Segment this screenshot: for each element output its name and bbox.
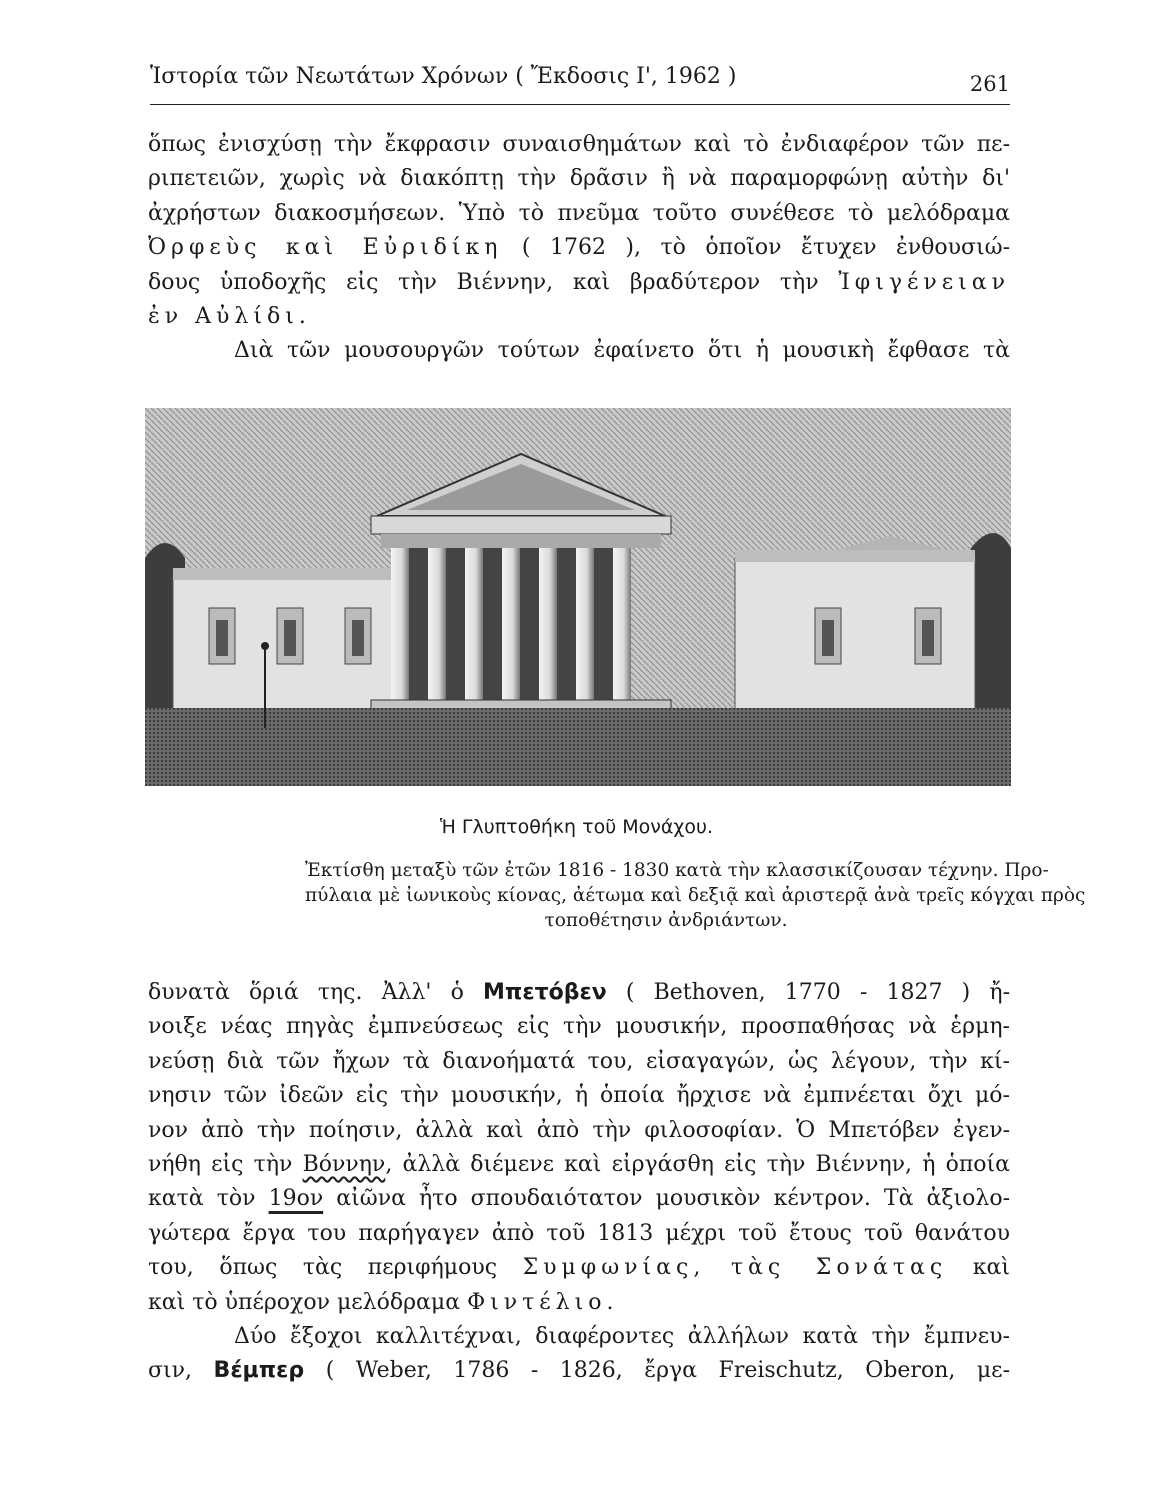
spaced-title-orpheus: Ὀρφεὺς καὶ Εὐριδίκη [148, 235, 503, 261]
name-beethoven: Μπετόβεν [483, 980, 607, 1005]
text-span: νήθη εἰς τὴν [148, 1152, 293, 1178]
text-line: νησιν τῶν ἰδεῶν εἰς τὴν μουσικήν, ἡ ὁποία ἤρχισε νὰ ἐμπνέεται ὄχι μό- [148, 1083, 1010, 1109]
text-span: δυνατὰ ὅριά της. Ἀλλ' ὁ [148, 980, 464, 1005]
caption-line: Ἐκτίσθη μεταξὺ τῶν ἐτῶν 1816 - 1830 κατὰ τὴν κλασσικίζουσαν τέχνην. Προ- [305, 860, 1049, 881]
caption-line: πύλαια μὲ ἰωνικοὺς κίονας, ἀέτωμα καὶ δεξιᾷ καὶ ἀριστερᾷ ἀνὰ τρεῖς κόγχαι πρὸς [305, 885, 1086, 906]
text-span: σιν, [148, 1358, 193, 1384]
text-span: καὶ τὸ ὑπέροχον μελόδραμα [148, 1289, 461, 1315]
spaced-fidelio: Φιντέλιο. [467, 1289, 619, 1315]
text-line [148, 1148, 1010, 1182]
text-span: ( Weber, 1786 - 1826, ἔργα Freischutz, Oberon, με- [325, 1358, 1010, 1384]
text-line: Διὰ τῶν μουσουργῶν τούτων ἐφαίνετο ὅτι ἡ μουσικὴ ἔφθασε τὰ [234, 338, 1010, 364]
text-line [148, 300, 1010, 334]
paragraph-3 [148, 976, 1010, 1389]
text-span: του, ὅπως τὰς περιφήμους [148, 1255, 498, 1281]
text-span: , ἀλλὰ διέμενε καὶ εἰργάσθη εἰς τὴν Βιέννην, ἡ ὁποία [385, 1152, 1011, 1178]
spaced-title-iphigenia: Ἰφιγένειαν [838, 269, 1010, 295]
text-line: ἀχρήστων διακοσμήσεων. Ὑπὸ τὸ πνεῦμα τοῦτο συνέθεσε τὸ μελόδραμα [148, 200, 1010, 226]
text-span: ( Bethoven, 1770 - 1827 ) ἤ- [625, 980, 1011, 1005]
page-number: 261 [969, 72, 1010, 96]
text-span: ( 1762 ), τὸ ὁποῖον ἔτυχεν ἐνθουσιώ- [521, 235, 1011, 261]
text-line [148, 1354, 1010, 1388]
text-line: νεύσῃ διὰ τῶν ἤχων τὰ διανοήματά του, εἰσαγαγών, ὡς λέγουν, τὴν κί- [148, 1048, 1010, 1074]
spaced-symphonies: Συμφωνίας, [522, 1255, 706, 1281]
figure-caption-title: Ἡ Γλυπτοθήκη τοῦ Μονάχου. [439, 816, 714, 838]
spaced-title-aulis: ἐν Αὐλίδι. [148, 304, 311, 330]
text-line: Δύο ἔξοχοι καλλιτέχναι, διαφέροντες ἀλλήλων κατὰ τὴν ἔμπνευ- [234, 1324, 1010, 1350]
text-line [148, 1182, 1010, 1216]
text-line: ριπετειῶν, χωρὶς νὰ διακόπτῃ τὴν δρᾶσιν ἢ νὰ παραμορφώνῃ αὐτὴν δι' [148, 166, 1010, 192]
running-title: Ἱστορία τῶν Νεωτάτων Χρόνων ( Ἔκδοσις Ι', 1962 ) [150, 64, 737, 89]
text-line: γώτερα ἔργα του παρήγαγεν ἀπὸ τοῦ 1813 μέχρι τοῦ ἔτους τοῦ θανάτου [148, 1220, 1010, 1246]
page-header [150, 60, 1010, 110]
underlined-19th: 19ον [268, 1186, 324, 1212]
caption-line: τοποθέτησιν ἀνδριάντων. [544, 910, 788, 931]
text-line: νοιξε νέας πηγὰς ἐμπνεύσεως εἰς τὴν μουσικήν, προσπαθήσας νὰ ἑρμη- [148, 1014, 1010, 1040]
text-line [148, 231, 1010, 265]
glyptothek-illustration [145, 408, 1011, 786]
paragraph-1 [148, 128, 1010, 369]
text-line: νον ἀπὸ τὴν ποίησιν, ἀλλὰ καὶ ἀπὸ τὴν φιλοσοφίαν. Ὁ Μπετόβεν ἐγεν- [148, 1117, 1010, 1143]
text-span: κατὰ τὸν [148, 1186, 256, 1212]
text-line [148, 976, 1010, 1010]
text-span: καὶ [972, 1255, 1010, 1281]
text-line [148, 1286, 1010, 1320]
spaced-sonatas: τὰς Σονάτας [730, 1255, 948, 1281]
figure-caption [305, 858, 1086, 933]
header-rule [150, 104, 1010, 105]
text-line [148, 266, 1010, 300]
text-span: αἰῶνα ἦτο σπουδαιότατον μουσικὸν κέντρον. Τὰ ἀξιολο- [336, 1186, 1010, 1212]
name-weber: Βέμπερ [213, 1358, 305, 1384]
underlined-bonn: Βόννην [302, 1152, 386, 1178]
text-span: δους ὑποδοχῆς εἰς τὴν Βιέννην, καὶ βραδύτερον τὴν [148, 269, 819, 295]
text-line [148, 1251, 1010, 1285]
text-line: ὅπως ἐνισχύσῃ τὴν ἔκφρασιν συναισθημάτων καὶ τὸ ἐνδιαφέρον τῶν πε- [148, 132, 1010, 157]
